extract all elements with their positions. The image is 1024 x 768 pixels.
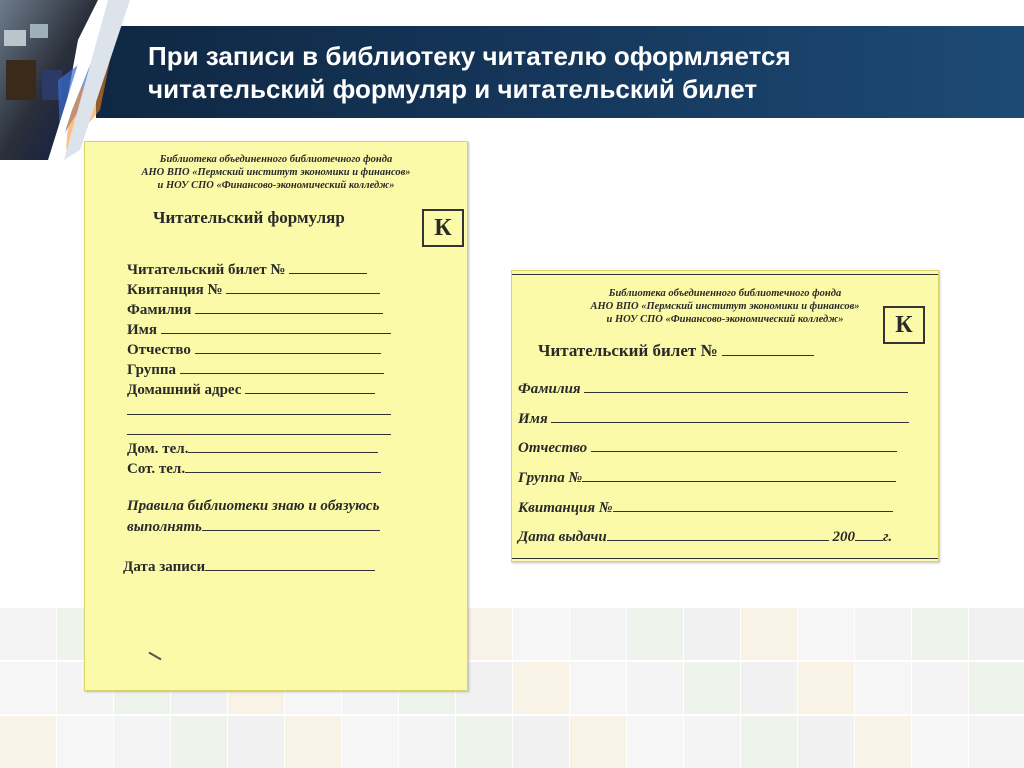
background-tile [798, 662, 854, 714]
reader-form-card [84, 141, 468, 691]
background-tile [912, 716, 968, 768]
background-tile [912, 662, 968, 714]
background-tile [855, 662, 911, 714]
background-tile [741, 662, 797, 714]
field-group: Группа [127, 360, 384, 379]
ticket-field-group: Группа № [518, 468, 896, 487]
background-tile [969, 608, 1024, 660]
ticket-field-issue-date: Дата выдачи 200 г. [518, 529, 893, 545]
background-tile [627, 716, 683, 768]
library-header-line-3: и НОУ СПО «Финансово-экономический колледж» [157, 180, 395, 191]
background-tile [399, 716, 455, 768]
background-tile [0, 716, 56, 768]
rules-line-2: выполнять [127, 517, 380, 536]
library-header [85, 153, 467, 192]
address-line-2 [127, 413, 391, 415]
address-line-3 [127, 433, 391, 435]
field-home-address: Домашний адрес [127, 380, 375, 399]
ticket-header-line-2: АНО ВПО «Пермский институт экономики и финансов» [590, 301, 860, 312]
library-header-line-1: Библиотека объединенного библиотечного фонда [159, 154, 393, 165]
field-name: Имя [127, 320, 391, 339]
ticket-field-surname: Фамилия [518, 379, 908, 398]
background-tile [684, 608, 740, 660]
background-tile [741, 716, 797, 768]
field-home-phone: Дом. тел. [127, 439, 378, 458]
field-registration-date: Дата записи [123, 557, 375, 576]
ticket-field-name: Имя [518, 409, 909, 428]
field-ticket-number: Читательский билет № [127, 260, 367, 279]
ticket-field-patronymic: Отчество [518, 438, 897, 457]
background-tile [513, 608, 569, 660]
background-tile [912, 608, 968, 660]
ticket-bottom-rule [512, 557, 938, 559]
background-tile [570, 608, 626, 660]
background-tile [0, 662, 56, 714]
background-tile [798, 716, 854, 768]
library-photo [0, 0, 130, 160]
background-tile [627, 662, 683, 714]
background-tile [684, 716, 740, 768]
reader-ticket-card [511, 270, 939, 562]
background-tile [855, 608, 911, 660]
field-patronymic: Отчество [127, 340, 381, 359]
slide-title [148, 40, 1008, 106]
background-tile [285, 716, 341, 768]
background-tile [228, 716, 284, 768]
background-tile [798, 608, 854, 660]
background-tile [969, 662, 1024, 714]
ticket-library-header [512, 287, 938, 326]
title-line-1: При записи в библиотеку читателю оформляется [148, 41, 791, 71]
background-tile [855, 716, 911, 768]
background-tile [513, 716, 569, 768]
background-tile [741, 608, 797, 660]
library-header-line-2: АНО ВПО «Пермский институт экономики и финансов» [141, 167, 411, 178]
background-tile [57, 716, 113, 768]
form-title: Читательский формуляр [153, 208, 345, 227]
k-mark: К [422, 209, 464, 247]
background-tile [570, 716, 626, 768]
ticket-k-mark: К [883, 306, 925, 344]
field-surname: Фамилия [127, 300, 383, 319]
ticket-header-line-3: и НОУ СПО «Финансово-экономический колледж» [606, 314, 844, 325]
background-tile [684, 662, 740, 714]
field-mobile-phone: Сот. тел. [127, 459, 381, 478]
background-tile [570, 662, 626, 714]
background-tile [342, 716, 398, 768]
background-tile [171, 716, 227, 768]
background-tile [969, 716, 1024, 768]
background-tile [513, 662, 569, 714]
rules-line-1: Правила библиотеки знаю и обязуюсь [127, 498, 380, 514]
background-tile [114, 716, 170, 768]
background-tile [0, 608, 56, 660]
ticket-title: Читательский билет № [538, 341, 814, 361]
background-tile [456, 716, 512, 768]
background-tile [627, 608, 683, 660]
ticket-top-rule [512, 273, 938, 275]
ticket-field-receipt: Квитанция № [518, 498, 893, 517]
title-line-2: читательский формуляр и читательский билет [148, 74, 758, 104]
ticket-header-line-1: Библиотека объединенного библиотечного фонда [608, 288, 842, 299]
field-receipt: Квитанция № [127, 280, 380, 299]
